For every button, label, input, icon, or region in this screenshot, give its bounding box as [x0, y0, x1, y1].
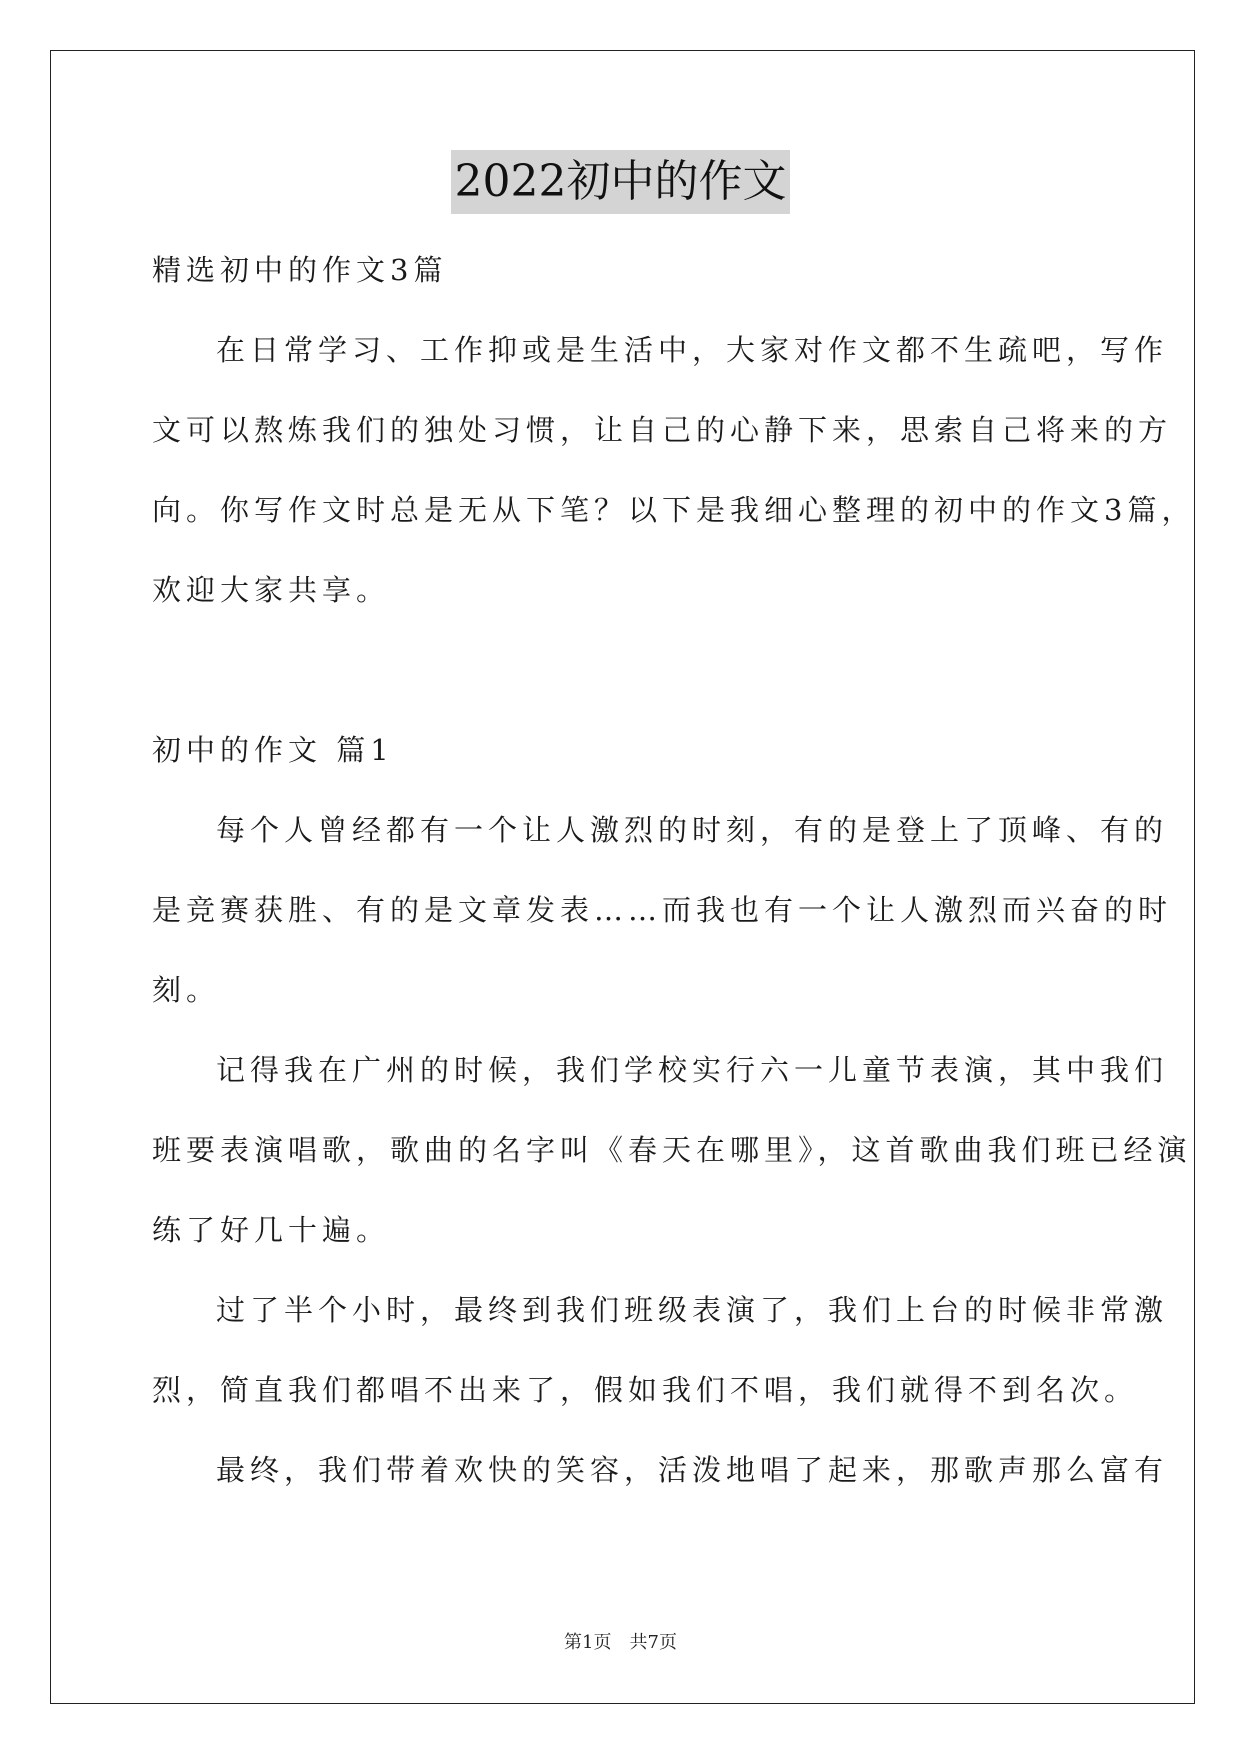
paragraph-line: 过了半个小时，最终到我们班级表演了，我们上台的时候非常激: [216, 1293, 1169, 1327]
paragraph-line: 练了好几十遍。: [152, 1213, 391, 1247]
page-number-footer: 第1页 共7页: [564, 1632, 677, 1653]
paragraph-line: 每个人曾经都有一个让人激烈的时刻，有的是登上了顶峰、有的: [216, 813, 1169, 847]
paragraph-line: 班要表演唱歌，歌曲的名字叫《春天在哪里》，这首歌曲我们班已经演: [152, 1133, 1192, 1167]
intro-line: 向。你写作文时总是无从下笔？以下是我细心整理的初中的作文3篇，: [152, 493, 1196, 527]
section-heading: 初中的作文 篇1: [152, 733, 394, 767]
title-container: [0, 150, 1241, 214]
paragraph-line: 记得我在广州的时候，我们学校实行六一儿童节表演，其中我们: [216, 1053, 1169, 1087]
paragraph-line: 刻。: [152, 973, 221, 1007]
paragraph-line: 烈，简直我们都唱不出来了，假如我们不唱，我们就得不到名次。: [152, 1373, 1139, 1407]
paragraph-line: 是竞赛获胜、有的是文章发表……而我也有一个让人激烈而兴奋的时: [152, 893, 1173, 927]
section-spacer: [152, 630, 1092, 710]
intro-line: 在日常学习、工作抑或是生活中，大家对作文都不生疏吧，写作: [216, 333, 1169, 367]
subtitle: 精选初中的作文3篇: [152, 253, 448, 287]
paragraph-line: 最终，我们带着欢快的笑容，活泼地唱了起来，那歌声那么富有: [216, 1453, 1169, 1487]
intro-line: 文可以熬炼我们的独处习惯，让自己的心静下来，思索自己将来的方: [152, 413, 1173, 447]
document-title: 2022初中的作文: [451, 150, 791, 214]
document-body: [152, 230, 1196, 1510]
intro-line: 欢迎大家共享。: [152, 573, 391, 607]
